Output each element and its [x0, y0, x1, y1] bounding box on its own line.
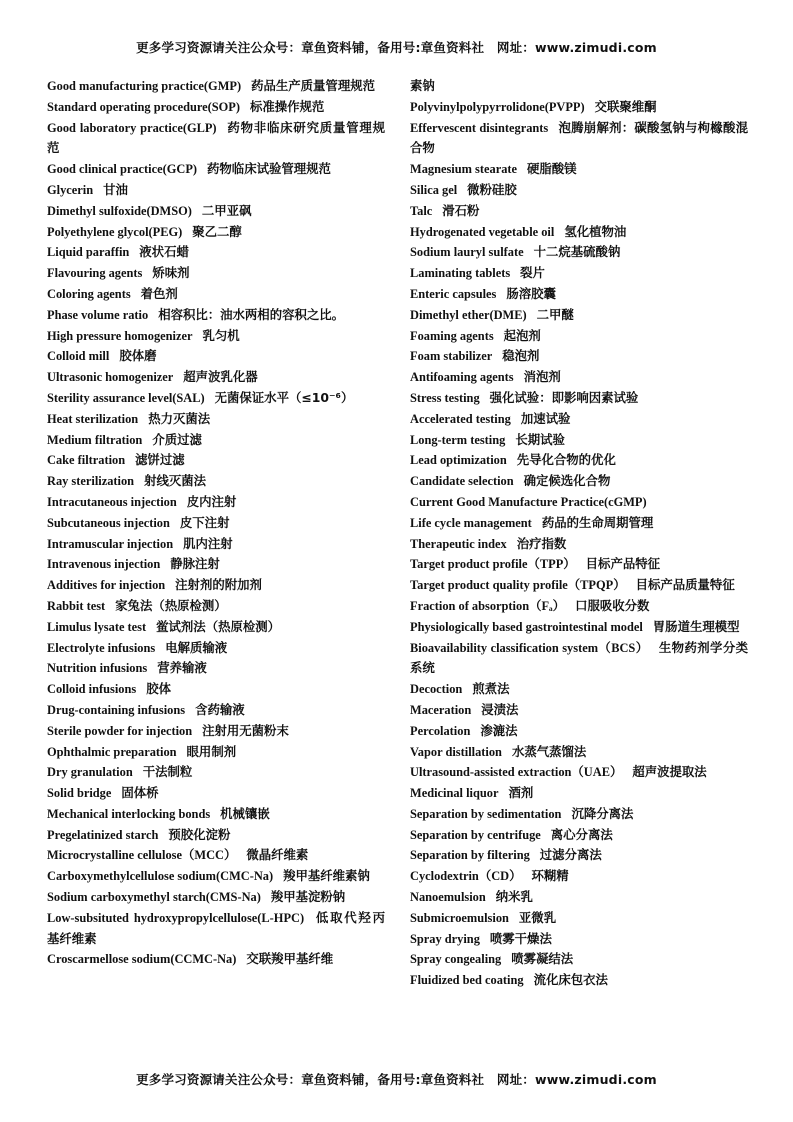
- english-term: Polyvinylpolypyrrolidone(PVPP): [410, 99, 585, 114]
- chinese-term: 注射用无菌粉末: [202, 722, 289, 738]
- chinese-term: 胶体磨: [119, 348, 157, 364]
- english-term: Hydrogenated vegetable oil: [410, 224, 555, 239]
- english-term: Dry granulation: [47, 765, 133, 780]
- english-term: Dimethyl sulfoxide(DMSO): [47, 203, 192, 218]
- glossary-entry: [47, 825, 385, 846]
- chinese-term: 水蒸气蒸馏法: [511, 743, 587, 759]
- glossary-entry: [47, 700, 385, 721]
- english-term: Physiologically based gastrointestinal model: [410, 619, 643, 634]
- english-term: Therapeutic index: [410, 536, 507, 551]
- glossary-entry: [410, 492, 748, 513]
- glossary-entry: [47, 367, 385, 388]
- english-term: Lead optimization: [410, 453, 507, 468]
- chinese-term: 生物药剂学分类系统: [410, 639, 749, 676]
- english-term: Medicinal liquor: [410, 786, 499, 801]
- english-term: Target product profile（TPP）: [410, 557, 576, 572]
- glossary-entry: [410, 430, 748, 451]
- english-term: Stress testing: [410, 390, 480, 405]
- chinese-term: 超声波提取法: [632, 764, 707, 780]
- glossary-entry: [47, 783, 385, 804]
- english-term: Foaming agents: [410, 328, 494, 343]
- glossary-entry: [47, 679, 385, 700]
- english-term: Pregelatinized starch: [47, 827, 159, 842]
- chinese-term: 微晶纤维素: [246, 847, 309, 863]
- glossary-entry: [47, 118, 385, 160]
- english-term: Medium filtration: [47, 432, 143, 447]
- chinese-term: 肌内注射: [183, 535, 233, 551]
- chinese-term: 十二烷基硫酸钠: [533, 244, 621, 260]
- chinese-term: 泡腾崩解剂：碳酸氢钠与枸橼酸混合物: [410, 119, 748, 156]
- chinese-term: 乳匀机: [202, 327, 240, 343]
- glossary-entry: [410, 346, 748, 367]
- english-term: Sterile powder for injection: [47, 723, 193, 738]
- chinese-term: 低取代羟丙基纤维素: [47, 909, 386, 946]
- glossary-entry: [47, 596, 385, 617]
- english-term: Ophthalmic preparation: [47, 744, 177, 759]
- glossary-entry: [47, 430, 385, 451]
- chinese-term: 氢化植物油: [564, 223, 627, 239]
- glossary-entry: [47, 76, 385, 97]
- glossary-entry: [410, 679, 748, 700]
- chinese-term: 鲎试剂法（热原检测）: [156, 618, 281, 634]
- english-term: Decoction: [410, 682, 463, 697]
- english-term: Mechanical interlocking bonds: [47, 806, 211, 821]
- chinese-term: 浸渍法: [481, 701, 519, 717]
- glossary-entry: [410, 263, 748, 284]
- chinese-term: 肠溶胶囊: [506, 285, 556, 301]
- glossary-entry: [47, 326, 385, 347]
- glossary-entry: [410, 617, 748, 638]
- glossary-entry: [47, 492, 385, 513]
- english-term: Effervescent disintegrants: [410, 120, 549, 135]
- glossary-entry: [410, 825, 748, 846]
- chinese-term: 酒剂: [508, 785, 534, 801]
- english-term: Candidate selection: [410, 474, 514, 489]
- chinese-term: 起泡剂: [503, 327, 541, 343]
- chinese-term: 眼用制剂: [186, 743, 237, 759]
- chinese-term: 液状石蜡: [139, 244, 189, 260]
- chinese-term: 羧甲基纤维素钠: [283, 868, 370, 884]
- chinese-term: 超声波乳化器: [183, 369, 258, 385]
- chinese-term: 药品生产质量管理规范: [251, 78, 375, 93]
- english-term: Solid bridge: [47, 786, 112, 801]
- glossary-entry: [410, 118, 748, 160]
- english-term: Ultrasonic homogenizer: [47, 370, 174, 385]
- chinese-term: 稳泡剂: [502, 348, 540, 364]
- chinese-term: 过滤分离法: [539, 847, 602, 863]
- glossary-entry: [47, 534, 385, 555]
- glossary-entry: [410, 326, 748, 347]
- chinese-term: 环糊精: [531, 868, 569, 884]
- chinese-term: 滑石粉: [442, 202, 480, 218]
- chinese-term: 微粉硅胶: [467, 181, 517, 197]
- english-term: Cake filtration: [47, 453, 126, 468]
- glossary-entry: [47, 949, 385, 970]
- glossary-entry: [47, 388, 385, 409]
- glossary-entry: [47, 263, 385, 284]
- chinese-term: 聚乙二醇: [192, 223, 242, 239]
- glossary-entry: [410, 180, 748, 201]
- glossary-entry: [410, 305, 748, 326]
- english-term: Target product quality profile（TPQP）: [410, 578, 626, 593]
- english-term: Percolation: [410, 723, 471, 738]
- chinese-term: 着色剂: [140, 285, 178, 301]
- glossary-entry: [47, 762, 385, 783]
- english-term: Sodium lauryl sulfate: [410, 245, 524, 260]
- english-term: Fluidized bed coating: [410, 973, 524, 988]
- glossary-entry: [410, 471, 748, 492]
- chinese-term: 无菌保证水平（≤10⁻⁶）: [214, 389, 354, 405]
- chinese-term: 羧甲基淀粉钠: [270, 889, 346, 905]
- glossary-entry: [410, 638, 748, 680]
- glossary-entry: [47, 242, 385, 263]
- english-term: Current Good Manufacture Practice(cGMP): [410, 494, 647, 509]
- english-term: Rabbit test: [47, 598, 106, 613]
- chinese-term: 渗漉法: [480, 722, 518, 738]
- english-term: Sterility assurance level(SAL): [47, 390, 205, 405]
- glossary-entry: [410, 554, 748, 575]
- glossary-entry: [410, 409, 748, 430]
- english-term: Ray sterilization: [47, 474, 135, 489]
- english-term: Bioavailability classification system（BCS）: [410, 640, 649, 655]
- glossary-entry: [410, 534, 748, 555]
- glossary-entry: [47, 97, 385, 118]
- glossary-entry: [47, 554, 385, 575]
- english-term: Antifoaming agents: [410, 370, 514, 385]
- glossary-entry: [410, 284, 748, 305]
- chinese-term: 交联聚维酮: [594, 98, 657, 114]
- chinese-term: 预胶化淀粉: [168, 826, 231, 842]
- glossary-entry: [47, 742, 385, 763]
- glossary-entry: [47, 222, 385, 243]
- english-term: Coloring agents: [47, 286, 131, 301]
- glossary-entry: [47, 638, 385, 659]
- chinese-term: 静脉注射: [170, 556, 220, 572]
- english-term: High pressure homogenizer: [47, 328, 193, 343]
- english-term: Cyclodextrin（CD）: [410, 869, 522, 884]
- chinese-term: 热力灭菌法: [148, 410, 211, 426]
- glossary-entry: [410, 887, 748, 908]
- english-term: Liquid paraffin: [47, 245, 130, 260]
- glossary-entry: [47, 284, 385, 305]
- english-term: Long-term testing: [410, 432, 506, 447]
- chinese-term: 治疗指数: [516, 535, 567, 551]
- header-banner: 更多学习资源请关注公众号：章鱼资料铺，备用号:章鱼资料社 网址：www.zimudi.com: [136, 40, 657, 55]
- english-term: Drug-containing infusions: [47, 702, 186, 717]
- chinese-term: 煎煮法: [472, 681, 510, 697]
- left-glossary-column: [47, 76, 385, 970]
- glossary-entry: [47, 908, 385, 950]
- glossary-entry: [47, 409, 385, 430]
- glossary-entry: [47, 721, 385, 742]
- chinese-term: 二甲亚砜: [201, 202, 252, 218]
- english-term: Subcutaneous injection: [47, 515, 170, 530]
- glossary-entry: [410, 513, 748, 534]
- glossary-entry: [410, 866, 748, 887]
- english-term: Good clinical practice(GCP): [47, 162, 198, 177]
- glossary-entry: [47, 845, 385, 866]
- glossary-entry: [47, 658, 385, 679]
- glossary-entry: [410, 845, 748, 866]
- english-term: Intracutaneous injection: [47, 494, 177, 509]
- right-glossary-column: [410, 76, 748, 991]
- glossary-entry: [47, 471, 385, 492]
- chinese-term: 裂片: [520, 265, 545, 281]
- glossary-entry: [410, 242, 748, 263]
- english-term: Silica gel: [410, 182, 458, 197]
- glossary-entry: [410, 908, 748, 929]
- chinese-term: 皮下注射: [179, 514, 230, 530]
- english-term: Spray congealing: [410, 952, 502, 967]
- chinese-term: 亚微乳: [518, 909, 557, 925]
- glossary-entry: [410, 596, 748, 617]
- english-term: Sodium carboxymethyl starch(CMS-Na): [47, 890, 261, 905]
- glossary-entry: [410, 450, 748, 471]
- chinese-term: 交联羧甲基纤维: [246, 951, 334, 967]
- chinese-term: 药品的生命周期管理: [541, 514, 654, 530]
- english-term: Croscarmellose sodium(CCMC-Na): [47, 952, 237, 967]
- glossary-entry: [410, 783, 748, 804]
- english-term: Colloid mill: [47, 349, 110, 364]
- chinese-term: 矫味剂: [152, 265, 190, 281]
- glossary-entry: [47, 575, 385, 596]
- chinese-term: 口服吸收分数: [575, 597, 650, 613]
- english-term: Good laboratory practice(GLP): [47, 120, 217, 135]
- glossary-entry: [47, 346, 385, 367]
- glossary-entry: [410, 804, 748, 825]
- chinese-term: 确定候选化合物: [523, 473, 611, 489]
- chinese-term: 皮内注射: [186, 493, 237, 509]
- english-term: Vapor distillation: [410, 744, 502, 759]
- glossary-entry: [47, 887, 385, 908]
- english-term: Magnesium stearate: [410, 162, 518, 177]
- english-term: Separation by sedimentation: [410, 806, 562, 821]
- english-term: Phase volume ratio: [47, 307, 149, 322]
- glossary-entry: [410, 721, 748, 742]
- glossary-entry: [410, 742, 748, 763]
- chinese-term: 药物非临床研究质量管理规范: [47, 119, 385, 156]
- glossary-entry: [410, 76, 748, 97]
- english-term: Maceration: [410, 702, 472, 717]
- english-term: Separation by filtering: [410, 848, 530, 863]
- glossary-entry: [47, 305, 385, 326]
- english-term: Microcrystalline cellulose（MCC）: [47, 848, 237, 863]
- chinese-term: 家兔法（热原检测）: [115, 597, 227, 613]
- glossary-entry: [410, 970, 748, 991]
- english-term: Glycerin: [47, 182, 94, 197]
- english-term: Ultrasound-assisted extraction（UAE）: [410, 765, 623, 780]
- chinese-term: 离心分离法: [550, 826, 613, 842]
- chinese-term: 目标产品特征: [585, 556, 661, 572]
- chinese-term: 滤饼过滤: [135, 452, 185, 468]
- chinese-term: 沉降分离法: [571, 805, 634, 821]
- english-term: Standard operating procedure(SOP): [47, 99, 240, 114]
- chinese-term: 标准操作规范: [249, 98, 325, 114]
- english-term: Heat sterilization: [47, 411, 139, 426]
- chinese-term: 二甲醚: [536, 306, 574, 322]
- chinese-term: 硬脂酸镁: [527, 161, 577, 177]
- english-term: Accelerated testing: [410, 411, 511, 426]
- glossary-entry: [410, 159, 748, 180]
- english-term: Low-subsituted hydroxypropylcellulose(L-HPC): [47, 910, 305, 925]
- english-term: Intramuscular injection: [47, 536, 174, 551]
- chinese-term: 相容积比：油水两相的容积之比。: [158, 306, 345, 322]
- glossary-entry: [47, 513, 385, 534]
- chinese-term: 机械镶嵌: [220, 805, 270, 821]
- chinese-term: 甘油: [103, 181, 128, 197]
- chinese-term: 喷雾干燥法: [489, 930, 552, 946]
- chinese-term: 干法制粒: [142, 764, 193, 780]
- english-term: Colloid infusions: [47, 682, 137, 697]
- english-term: Electrolyte infusions: [47, 640, 156, 655]
- chinese-term: 电解质输液: [165, 639, 228, 655]
- english-term: Flavouring agents: [47, 266, 143, 281]
- chinese-term: 介质过滤: [152, 431, 202, 447]
- english-term: Talc: [410, 203, 433, 218]
- chinese-term: 营养输液: [157, 660, 207, 676]
- chinese-term: 固体桥: [121, 785, 159, 801]
- chinese-term: 消泡剂: [523, 369, 561, 385]
- english-term: Nutrition infusions: [47, 661, 148, 676]
- glossary-entry: [410, 700, 748, 721]
- glossary-entry: [410, 97, 748, 118]
- english-term: Nanoemulsion: [410, 890, 486, 905]
- glossary-entry: [47, 201, 385, 222]
- chinese-term: 流化床包衣法: [533, 972, 608, 988]
- chinese-term: 射线灭菌法: [144, 473, 207, 489]
- english-term: Submicroemulsion: [410, 910, 509, 925]
- english-term: Carboxymethylcellulose sodium(CMC-Na): [47, 869, 274, 884]
- chinese-term: 加速试验: [520, 410, 571, 426]
- english-term: Intravenous injection: [47, 557, 161, 572]
- english-term: Separation by centrifuge: [410, 827, 541, 842]
- glossary-entry: [47, 866, 385, 887]
- chinese-term: 素钠: [410, 78, 435, 93]
- glossary-entry: [410, 388, 748, 409]
- english-term: Limulus lysate test: [47, 619, 147, 634]
- glossary-entry: [47, 617, 385, 638]
- english-term: Fraction of absorption（Fₐ）: [410, 598, 566, 613]
- glossary-entry: [410, 222, 748, 243]
- chinese-term: 胶体: [146, 681, 171, 697]
- english-term: Additives for injection: [47, 578, 166, 593]
- chinese-term: 长期试验: [515, 431, 565, 447]
- chinese-term: 含药输液: [195, 701, 245, 717]
- glossary-entry: [47, 804, 385, 825]
- chinese-term: 胃肠道生理模型: [652, 618, 740, 634]
- english-term: Laminating tablets: [410, 266, 511, 281]
- english-term: Good manufacturing practice(GMP): [47, 79, 242, 93]
- glossary-entry: [410, 367, 748, 388]
- glossary-entry: [47, 450, 385, 471]
- chinese-term: 目标产品质量特征: [635, 577, 735, 593]
- english-term: Spray drying: [410, 931, 480, 946]
- chinese-term: 强化试验：即影响因素试验: [489, 389, 639, 405]
- english-term: Foam stabilizer: [410, 349, 493, 364]
- glossary-entry: [47, 159, 385, 180]
- chinese-term: 喷雾凝结法: [511, 951, 574, 967]
- glossary-entry: [410, 201, 748, 222]
- glossary-entry: [47, 180, 385, 201]
- glossary-entry: [410, 949, 748, 970]
- english-term: Dimethyl ether(DME): [410, 307, 527, 322]
- glossary-entry: [410, 762, 748, 783]
- english-term: Polyethylene glycol(PEG): [47, 224, 183, 239]
- chinese-term: 纳米乳: [495, 889, 533, 905]
- chinese-term: 先导化合物的优化: [516, 452, 616, 468]
- glossary-entry: [410, 929, 748, 950]
- english-term: Life cycle management: [410, 515, 532, 530]
- glossary-entry: [410, 575, 748, 596]
- english-term: Enteric capsules: [410, 286, 497, 301]
- chinese-term: 药物临床试验管理规范: [207, 161, 331, 177]
- chinese-term: 注射剂的附加剂: [175, 577, 262, 593]
- footer-banner: 更多学习资源请关注公众号：章鱼资料铺，备用号:章鱼资料社 网址：www.zimudi.com: [136, 1072, 657, 1087]
